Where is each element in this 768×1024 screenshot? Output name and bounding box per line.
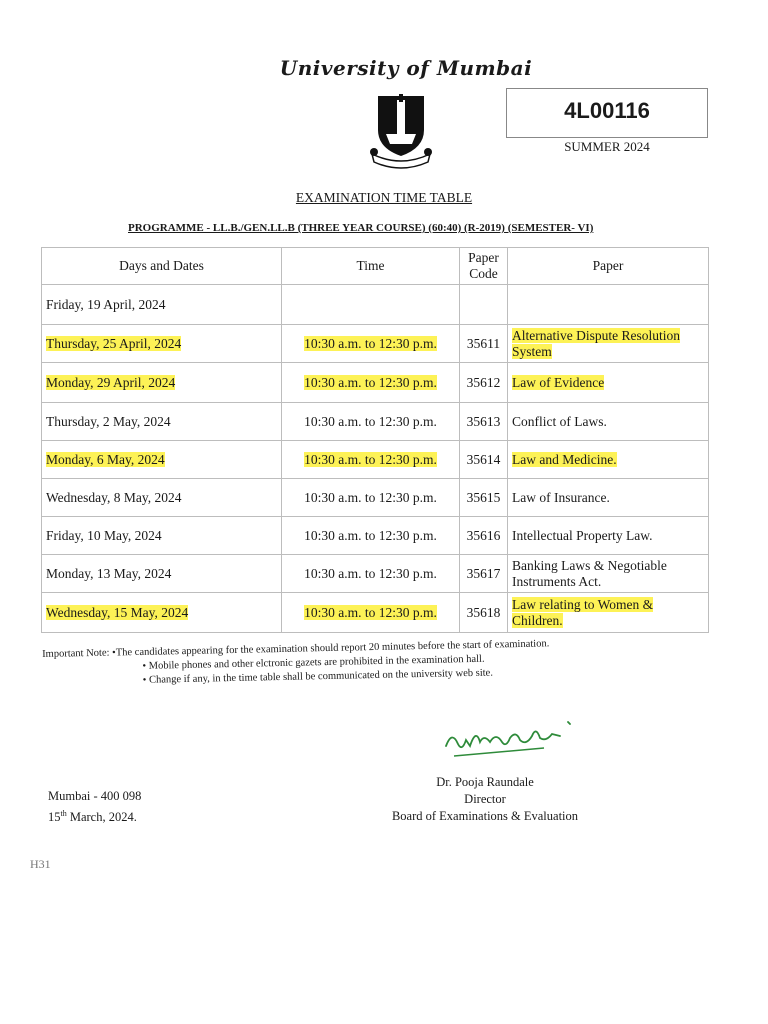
director-signature: [440, 712, 590, 762]
paper-code: 4L00116: [564, 98, 650, 123]
table-row: [42, 517, 709, 555]
university-name: University of Mumbai: [279, 56, 533, 80]
signatory-office: Board of Examinations & Evaluation: [391, 809, 579, 823]
university-emblem-icon: [366, 90, 436, 170]
date-cell: Monday, 6 May, 2024: [42, 441, 282, 479]
header-code-line1: Paper: [468, 250, 499, 265]
header-time: Time: [282, 248, 460, 285]
table-row: [42, 479, 709, 517]
table-row: [42, 441, 709, 479]
time-cell: 10:30 a.m. to 12:30 p.m.: [282, 593, 460, 633]
time-cell: 10:30 a.m. to 12:30 p.m.: [282, 363, 460, 403]
code-cell: 35618: [460, 593, 508, 633]
signatory-name: Dr. Pooja Raundale: [436, 775, 534, 789]
note-item: The candidates appearing for the examination should report 20 minutes before the start of examination.: [115, 638, 550, 659]
important-note: Important Note: •The candidates appearing for the examination should report 20 minutes before the start of examination. • Mobile phones and other elctronic gazets are prohibited in the examination hall. • Change if any, in the time table shall be communicated on the university web site.: [42, 638, 550, 686]
code-cell: 35612: [460, 363, 508, 403]
header-code-line2: Code: [469, 266, 498, 281]
code-cell: 35613: [460, 403, 508, 441]
table-row: [42, 285, 709, 325]
programme-line: PROGRAMME - LL.B./GEN.LL.B (THREE YEAR COURSE) (60:40) (R-2019) (SEMESTER- VI): [128, 222, 594, 234]
note-label: Important Note:: [42, 647, 113, 660]
page-title: EXAMINATION TIME TABLE: [295, 190, 473, 205]
time-cell: 10:30 a.m. to 12:30 p.m.: [282, 555, 460, 593]
reference-code: H31: [30, 857, 51, 871]
paper-cell: Law of Insurance.: [508, 479, 709, 517]
table-row: [42, 403, 709, 441]
date-cell: Thursday, 2 May, 2024: [42, 403, 282, 441]
date-cell: Friday, 10 May, 2024: [42, 517, 282, 555]
code-cell: [460, 285, 508, 325]
table-row: [42, 363, 709, 403]
place: Mumbai - 400 098: [48, 789, 142, 803]
date-cell: Friday, 19 April, 2024: [42, 285, 282, 325]
header-paper: Paper: [508, 248, 709, 285]
paper-cell: [508, 285, 709, 325]
date-cell: Wednesday, 8 May, 2024: [42, 479, 282, 517]
time-cell: [282, 285, 460, 325]
header-code: [460, 248, 508, 285]
paper-cell: Law of Evidence: [508, 363, 709, 403]
paper-cell: Banking Laws & Negotiable Instruments Act.: [508, 555, 709, 593]
table-row: [42, 555, 709, 593]
timetable: [41, 247, 709, 633]
exam-session: SUMMER 2024: [564, 139, 650, 154]
header-days: Days and Dates: [42, 248, 282, 285]
code-cell: 35611: [460, 325, 508, 363]
signatory-block: [380, 774, 590, 825]
code-cell: 35614: [460, 441, 508, 479]
paper-cell: Alternative Dispute Resolution System: [508, 325, 709, 363]
date-cell: Wednesday, 15 May, 2024: [42, 593, 282, 633]
note-item: Mobile phones and other elctronic gazets are prohibited in the examination hall.: [148, 653, 485, 672]
code-cell: 35617: [460, 555, 508, 593]
code-cell: 35615: [460, 479, 508, 517]
paper-cell: Intellectual Property Law.: [508, 517, 709, 555]
time-cell: 10:30 a.m. to 12:30 p.m.: [282, 441, 460, 479]
code-cell: 35616: [460, 517, 508, 555]
paper-cell: Law relating to Women & Children.: [508, 593, 709, 633]
table-row: [42, 593, 709, 633]
date-cell: Thursday, 25 April, 2024: [42, 325, 282, 363]
date-cell: Monday, 29 April, 2024: [42, 363, 282, 403]
paper-cell: Law and Medicine.: [508, 441, 709, 479]
paper-cell: Conflict of Laws.: [508, 403, 709, 441]
place-date: [48, 788, 141, 826]
date-cell: Monday, 13 May, 2024: [42, 555, 282, 593]
time-cell: 10:30 a.m. to 12:30 p.m.: [282, 517, 460, 555]
issue-date: 15th March, 2024.: [48, 809, 137, 825]
signatory-designation: Director: [464, 792, 506, 806]
table-row: [42, 325, 709, 363]
note-item: Change if any, in the time table shall be communicated on the university web site.: [148, 667, 494, 686]
time-cell: 10:30 a.m. to 12:30 p.m.: [282, 479, 460, 517]
time-cell: 10:30 a.m. to 12:30 p.m.: [282, 403, 460, 441]
table-header-row: [42, 248, 709, 285]
time-cell: 10:30 a.m. to 12:30 p.m.: [282, 325, 460, 363]
